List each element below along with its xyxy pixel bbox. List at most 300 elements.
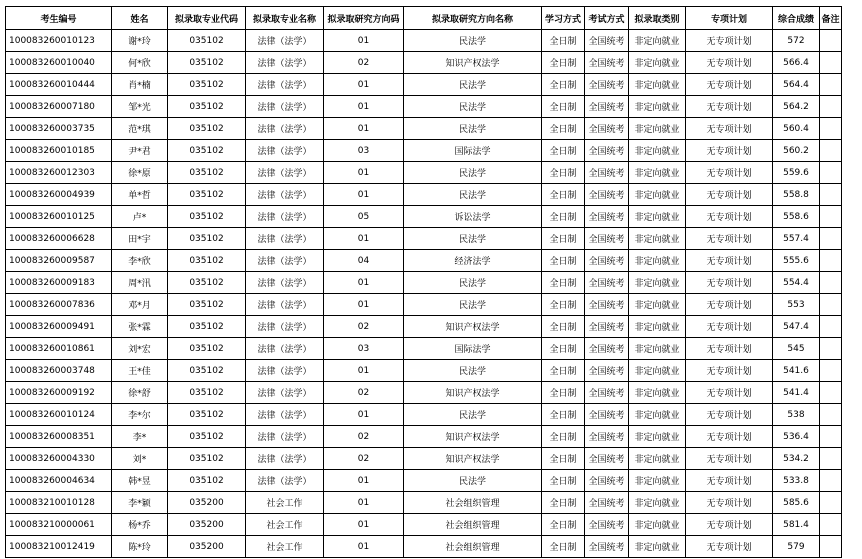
cell-remarks <box>820 250 842 272</box>
col-header-name: 姓名 <box>112 7 168 30</box>
cell-exam-mode: 全国统考 <box>585 206 629 228</box>
cell-direction-name: 民法学 <box>404 404 542 426</box>
cell-direction-name: 知识产权法学 <box>404 316 542 338</box>
cell-major-name: 法律（法学） <box>246 118 324 140</box>
cell-major-code: 035102 <box>168 118 246 140</box>
cell-special-plan: 无专项计划 <box>686 184 773 206</box>
cell-student-id: 100083260010125 <box>6 206 112 228</box>
cell-exam-mode: 全国统考 <box>585 96 629 118</box>
cell-direction-code: 02 <box>324 426 404 448</box>
cell-student-id: 100083260003735 <box>6 118 112 140</box>
cell-total-score: 547.4 <box>773 316 820 338</box>
table-row <box>6 30 842 52</box>
cell-major-code: 035102 <box>168 140 246 162</box>
cell-name: 徐*原 <box>112 162 168 184</box>
cell-direction-code: 01 <box>324 96 404 118</box>
cell-remarks <box>820 272 842 294</box>
cell-name: 陈*玲 <box>112 536 168 558</box>
cell-student-id: 100083260006628 <box>6 228 112 250</box>
cell-major-name: 法律（法学） <box>246 250 324 272</box>
cell-major-code: 035102 <box>168 250 246 272</box>
cell-direction-name: 民法学 <box>404 162 542 184</box>
cell-student-id: 100083260010123 <box>6 30 112 52</box>
table-row <box>6 294 842 316</box>
cell-total-score: 538 <box>773 404 820 426</box>
cell-admission-type: 非定向就业 <box>629 96 686 118</box>
cell-remarks <box>820 52 842 74</box>
cell-student-id: 100083260009491 <box>6 316 112 338</box>
cell-study-mode: 全日制 <box>542 30 585 52</box>
cell-special-plan: 无专项计划 <box>686 294 773 316</box>
cell-major-name: 法律（法学） <box>246 404 324 426</box>
cell-direction-code: 01 <box>324 272 404 294</box>
cell-study-mode: 全日制 <box>542 338 585 360</box>
cell-total-score: 579 <box>773 536 820 558</box>
cell-study-mode: 全日制 <box>542 382 585 404</box>
cell-exam-mode: 全国统考 <box>585 74 629 96</box>
table-row <box>6 162 842 184</box>
cell-admission-type: 非定向就业 <box>629 316 686 338</box>
cell-major-name: 法律（法学） <box>246 360 324 382</box>
cell-special-plan: 无专项计划 <box>686 52 773 74</box>
cell-student-id: 100083210010128 <box>6 492 112 514</box>
cell-major-name: 法律（法学） <box>246 448 324 470</box>
table-row <box>6 404 842 426</box>
table-row <box>6 250 842 272</box>
cell-admission-type: 非定向就业 <box>629 74 686 96</box>
cell-study-mode: 全日制 <box>542 360 585 382</box>
cell-major-code: 035102 <box>168 272 246 294</box>
cell-student-id: 100083260010861 <box>6 338 112 360</box>
cell-total-score: 559.6 <box>773 162 820 184</box>
cell-admission-type: 非定向就业 <box>629 294 686 316</box>
cell-name: 李*尔 <box>112 404 168 426</box>
cell-total-score: 534.2 <box>773 448 820 470</box>
cell-special-plan: 无专项计划 <box>686 162 773 184</box>
cell-exam-mode: 全国统考 <box>585 360 629 382</box>
cell-special-plan: 无专项计划 <box>686 74 773 96</box>
cell-major-code: 035102 <box>168 338 246 360</box>
cell-remarks <box>820 382 842 404</box>
cell-study-mode: 全日制 <box>542 52 585 74</box>
cell-total-score: 557.4 <box>773 228 820 250</box>
cell-major-name: 法律（法学） <box>246 382 324 404</box>
cell-total-score: 541.6 <box>773 360 820 382</box>
cell-name: 李*颖 <box>112 492 168 514</box>
cell-major-name: 法律（法学） <box>246 30 324 52</box>
cell-total-score: 566.4 <box>773 52 820 74</box>
cell-major-code: 035102 <box>168 404 246 426</box>
cell-direction-code: 01 <box>324 536 404 558</box>
cell-admission-type: 非定向就业 <box>629 206 686 228</box>
cell-major-code: 035102 <box>168 426 246 448</box>
cell-major-name: 社会工作 <box>246 536 324 558</box>
admission-table-container <box>5 6 842 558</box>
cell-direction-name: 民法学 <box>404 96 542 118</box>
cell-major-code: 035102 <box>168 96 246 118</box>
cell-exam-mode: 全国统考 <box>585 426 629 448</box>
cell-major-name: 法律（法学） <box>246 140 324 162</box>
table-row <box>6 448 842 470</box>
cell-remarks <box>820 470 842 492</box>
cell-exam-mode: 全国统考 <box>585 404 629 426</box>
cell-exam-mode: 全国统考 <box>585 30 629 52</box>
cell-name: 范*琪 <box>112 118 168 140</box>
cell-direction-name: 民法学 <box>404 360 542 382</box>
cell-remarks <box>820 30 842 52</box>
col-header-direction-code: 拟录取研究方向码 <box>324 7 404 30</box>
cell-direction-name: 民法学 <box>404 30 542 52</box>
cell-direction-name: 民法学 <box>404 118 542 140</box>
cell-admission-type: 非定向就业 <box>629 118 686 140</box>
cell-name: 邹*光 <box>112 96 168 118</box>
cell-major-name: 法律（法学） <box>246 294 324 316</box>
cell-name: 田*宇 <box>112 228 168 250</box>
cell-admission-type: 非定向就业 <box>629 514 686 536</box>
table-row <box>6 514 842 536</box>
cell-student-id: 100083260010185 <box>6 140 112 162</box>
cell-name: 韩*昱 <box>112 470 168 492</box>
cell-special-plan: 无专项计划 <box>686 382 773 404</box>
table-row <box>6 360 842 382</box>
cell-study-mode: 全日制 <box>542 272 585 294</box>
cell-name: 杨*乔 <box>112 514 168 536</box>
cell-major-code: 035102 <box>168 30 246 52</box>
cell-direction-name: 知识产权法学 <box>404 448 542 470</box>
cell-study-mode: 全日制 <box>542 184 585 206</box>
cell-student-id: 100083260010444 <box>6 74 112 96</box>
cell-direction-code: 03 <box>324 140 404 162</box>
cell-major-name: 法律（法学） <box>246 184 324 206</box>
cell-major-code: 035102 <box>168 206 246 228</box>
cell-major-name: 社会工作 <box>246 492 324 514</box>
cell-major-code: 035102 <box>168 228 246 250</box>
cell-major-name: 法律（法学） <box>246 272 324 294</box>
cell-student-id: 100083260007180 <box>6 96 112 118</box>
cell-special-plan: 无专项计划 <box>686 426 773 448</box>
cell-study-mode: 全日制 <box>542 316 585 338</box>
cell-student-id: 100083260012303 <box>6 162 112 184</box>
cell-remarks <box>820 118 842 140</box>
cell-major-code: 035200 <box>168 536 246 558</box>
cell-study-mode: 全日制 <box>542 448 585 470</box>
cell-exam-mode: 全国统考 <box>585 250 629 272</box>
cell-remarks <box>820 294 842 316</box>
cell-admission-type: 非定向就业 <box>629 140 686 162</box>
cell-exam-mode: 全国统考 <box>585 470 629 492</box>
col-header-major-code: 拟录取专业代码 <box>168 7 246 30</box>
cell-direction-code: 01 <box>324 404 404 426</box>
cell-name: 刘*宏 <box>112 338 168 360</box>
cell-name: 徐*舒 <box>112 382 168 404</box>
cell-direction-name: 民法学 <box>404 272 542 294</box>
cell-name: 谢*玲 <box>112 30 168 52</box>
cell-student-id: 100083260004634 <box>6 470 112 492</box>
table-row <box>6 140 842 162</box>
cell-name: 李* <box>112 426 168 448</box>
cell-special-plan: 无专项计划 <box>686 448 773 470</box>
table-row <box>6 272 842 294</box>
cell-total-score: 554.4 <box>773 272 820 294</box>
cell-major-code: 035200 <box>168 492 246 514</box>
cell-student-id: 100083260008351 <box>6 426 112 448</box>
cell-remarks <box>820 140 842 162</box>
cell-name: 单*哲 <box>112 184 168 206</box>
cell-student-id: 100083260003748 <box>6 360 112 382</box>
cell-major-name: 法律（法学） <box>246 228 324 250</box>
cell-major-code: 035102 <box>168 470 246 492</box>
col-header-remarks: 备注 <box>820 7 842 30</box>
cell-remarks <box>820 426 842 448</box>
cell-special-plan: 无专项计划 <box>686 536 773 558</box>
cell-direction-code: 01 <box>324 74 404 96</box>
cell-total-score: 553 <box>773 294 820 316</box>
cell-major-name: 法律（法学） <box>246 162 324 184</box>
cell-study-mode: 全日制 <box>542 404 585 426</box>
cell-direction-code: 01 <box>324 162 404 184</box>
cell-major-name: 法律（法学） <box>246 426 324 448</box>
cell-admission-type: 非定向就业 <box>629 338 686 360</box>
col-header-direction-name: 拟录取研究方向名称 <box>404 7 542 30</box>
table-row <box>6 206 842 228</box>
table-row <box>6 74 842 96</box>
cell-direction-name: 知识产权法学 <box>404 382 542 404</box>
cell-total-score: 560.4 <box>773 118 820 140</box>
cell-exam-mode: 全国统考 <box>585 536 629 558</box>
cell-name: 李*欣 <box>112 250 168 272</box>
cell-study-mode: 全日制 <box>542 426 585 448</box>
cell-special-plan: 无专项计划 <box>686 206 773 228</box>
cell-direction-code: 02 <box>324 382 404 404</box>
cell-study-mode: 全日制 <box>542 294 585 316</box>
cell-direction-name: 民法学 <box>404 294 542 316</box>
cell-remarks <box>820 404 842 426</box>
cell-student-id: 100083210012419 <box>6 536 112 558</box>
cell-remarks <box>820 228 842 250</box>
cell-direction-code: 03 <box>324 338 404 360</box>
cell-major-code: 035200 <box>168 514 246 536</box>
table-body <box>6 30 842 558</box>
cell-total-score: 560.2 <box>773 140 820 162</box>
cell-remarks <box>820 536 842 558</box>
cell-remarks <box>820 162 842 184</box>
cell-admission-type: 非定向就业 <box>629 30 686 52</box>
cell-remarks <box>820 360 842 382</box>
cell-student-id: 100083260009192 <box>6 382 112 404</box>
cell-remarks <box>820 316 842 338</box>
cell-special-plan: 无专项计划 <box>686 470 773 492</box>
cell-exam-mode: 全国统考 <box>585 382 629 404</box>
cell-major-name: 法律（法学） <box>246 206 324 228</box>
cell-admission-type: 非定向就业 <box>629 448 686 470</box>
cell-name: 肖*楠 <box>112 74 168 96</box>
cell-study-mode: 全日制 <box>542 514 585 536</box>
cell-remarks <box>820 448 842 470</box>
cell-exam-mode: 全国统考 <box>585 294 629 316</box>
cell-direction-code: 02 <box>324 52 404 74</box>
admission-table <box>5 6 842 558</box>
cell-exam-mode: 全国统考 <box>585 338 629 360</box>
cell-admission-type: 非定向就业 <box>629 536 686 558</box>
cell-admission-type: 非定向就业 <box>629 250 686 272</box>
cell-direction-code: 01 <box>324 30 404 52</box>
cell-remarks <box>820 514 842 536</box>
cell-total-score: 541.4 <box>773 382 820 404</box>
cell-student-id: 100083260004330 <box>6 448 112 470</box>
col-header-major-name: 拟录取专业名称 <box>246 7 324 30</box>
cell-major-code: 035102 <box>168 52 246 74</box>
cell-special-plan: 无专项计划 <box>686 118 773 140</box>
col-header-exam-mode: 考试方式 <box>585 7 629 30</box>
cell-total-score: 564.4 <box>773 74 820 96</box>
cell-name: 张*霖 <box>112 316 168 338</box>
cell-exam-mode: 全国统考 <box>585 514 629 536</box>
cell-direction-code: 01 <box>324 514 404 536</box>
cell-admission-type: 非定向就业 <box>629 228 686 250</box>
cell-admission-type: 非定向就业 <box>629 360 686 382</box>
table-row <box>6 96 842 118</box>
cell-direction-name: 民法学 <box>404 470 542 492</box>
col-header-admission-type: 拟录取类别 <box>629 7 686 30</box>
cell-special-plan: 无专项计划 <box>686 96 773 118</box>
header-row <box>6 7 842 30</box>
cell-study-mode: 全日制 <box>542 140 585 162</box>
cell-study-mode: 全日制 <box>542 162 585 184</box>
table-row <box>6 382 842 404</box>
cell-total-score: 545 <box>773 338 820 360</box>
cell-student-id: 100083260010040 <box>6 52 112 74</box>
cell-remarks <box>820 96 842 118</box>
cell-study-mode: 全日制 <box>542 228 585 250</box>
cell-exam-mode: 全国统考 <box>585 316 629 338</box>
cell-remarks <box>820 74 842 96</box>
cell-direction-name: 民法学 <box>404 228 542 250</box>
cell-exam-mode: 全国统考 <box>585 228 629 250</box>
cell-study-mode: 全日制 <box>542 470 585 492</box>
cell-admission-type: 非定向就业 <box>629 52 686 74</box>
cell-major-name: 法律（法学） <box>246 470 324 492</box>
cell-major-name: 法律（法学） <box>246 316 324 338</box>
cell-major-name: 法律（法学） <box>246 52 324 74</box>
cell-name: 刘* <box>112 448 168 470</box>
cell-special-plan: 无专项计划 <box>686 272 773 294</box>
cell-total-score: 533.8 <box>773 470 820 492</box>
cell-direction-code: 01 <box>324 294 404 316</box>
cell-major-name: 法律（法学） <box>246 338 324 360</box>
cell-remarks <box>820 184 842 206</box>
table-row <box>6 184 842 206</box>
cell-special-plan: 无专项计划 <box>686 30 773 52</box>
table-row <box>6 536 842 558</box>
cell-direction-code: 05 <box>324 206 404 228</box>
cell-direction-name: 社会组织管理 <box>404 536 542 558</box>
cell-major-code: 035102 <box>168 184 246 206</box>
cell-exam-mode: 全国统考 <box>585 448 629 470</box>
cell-special-plan: 无专项计划 <box>686 514 773 536</box>
cell-exam-mode: 全国统考 <box>585 118 629 140</box>
cell-direction-name: 国际法学 <box>404 338 542 360</box>
cell-major-name: 法律（法学） <box>246 74 324 96</box>
col-header-total-score: 综合成绩 <box>773 7 820 30</box>
cell-major-code: 035102 <box>168 294 246 316</box>
cell-special-plan: 无专项计划 <box>686 338 773 360</box>
cell-direction-code: 01 <box>324 492 404 514</box>
cell-direction-code: 01 <box>324 360 404 382</box>
cell-major-code: 035102 <box>168 448 246 470</box>
col-header-student-id: 考生编号 <box>6 7 112 30</box>
cell-total-score: 564.2 <box>773 96 820 118</box>
cell-admission-type: 非定向就业 <box>629 382 686 404</box>
cell-special-plan: 无专项计划 <box>686 404 773 426</box>
cell-exam-mode: 全国统考 <box>585 492 629 514</box>
cell-major-code: 035102 <box>168 316 246 338</box>
cell-student-id: 100083260009183 <box>6 272 112 294</box>
cell-total-score: 581.4 <box>773 514 820 536</box>
cell-direction-name: 社会组织管理 <box>404 492 542 514</box>
cell-student-id: 100083260010124 <box>6 404 112 426</box>
cell-admission-type: 非定向就业 <box>629 404 686 426</box>
cell-direction-code: 01 <box>324 184 404 206</box>
cell-direction-name: 经济法学 <box>404 250 542 272</box>
cell-special-plan: 无专项计划 <box>686 316 773 338</box>
cell-admission-type: 非定向就业 <box>629 492 686 514</box>
cell-total-score: 558.6 <box>773 206 820 228</box>
cell-remarks <box>820 338 842 360</box>
cell-major-name: 法律（法学） <box>246 96 324 118</box>
cell-exam-mode: 全国统考 <box>585 52 629 74</box>
table-row <box>6 316 842 338</box>
cell-exam-mode: 全国统考 <box>585 140 629 162</box>
cell-special-plan: 无专项计划 <box>686 360 773 382</box>
cell-total-score: 572 <box>773 30 820 52</box>
cell-direction-name: 社会组织管理 <box>404 514 542 536</box>
cell-admission-type: 非定向就业 <box>629 184 686 206</box>
table-row <box>6 470 842 492</box>
cell-special-plan: 无专项计划 <box>686 228 773 250</box>
cell-major-code: 035102 <box>168 360 246 382</box>
table-row <box>6 492 842 514</box>
table-row <box>6 338 842 360</box>
cell-major-name: 社会工作 <box>246 514 324 536</box>
cell-study-mode: 全日制 <box>542 250 585 272</box>
col-header-special-plan: 专项计划 <box>686 7 773 30</box>
cell-direction-name: 知识产权法学 <box>404 52 542 74</box>
cell-remarks <box>820 492 842 514</box>
cell-major-code: 035102 <box>168 74 246 96</box>
cell-exam-mode: 全国统考 <box>585 162 629 184</box>
cell-name: 尹*君 <box>112 140 168 162</box>
cell-special-plan: 无专项计划 <box>686 492 773 514</box>
cell-direction-code: 02 <box>324 316 404 338</box>
cell-major-code: 035102 <box>168 382 246 404</box>
cell-name: 王*佳 <box>112 360 168 382</box>
cell-direction-code: 01 <box>324 470 404 492</box>
cell-study-mode: 全日制 <box>542 206 585 228</box>
cell-study-mode: 全日制 <box>542 492 585 514</box>
cell-name: 周*汛 <box>112 272 168 294</box>
cell-major-code: 035102 <box>168 162 246 184</box>
cell-student-id: 100083210000061 <box>6 514 112 536</box>
table-row <box>6 118 842 140</box>
cell-total-score: 555.6 <box>773 250 820 272</box>
cell-direction-name: 国际法学 <box>404 140 542 162</box>
cell-direction-name: 民法学 <box>404 184 542 206</box>
cell-student-id: 100083260009587 <box>6 250 112 272</box>
cell-exam-mode: 全国统考 <box>585 272 629 294</box>
table-header <box>6 7 842 30</box>
cell-direction-name: 知识产权法学 <box>404 426 542 448</box>
cell-direction-code: 04 <box>324 250 404 272</box>
